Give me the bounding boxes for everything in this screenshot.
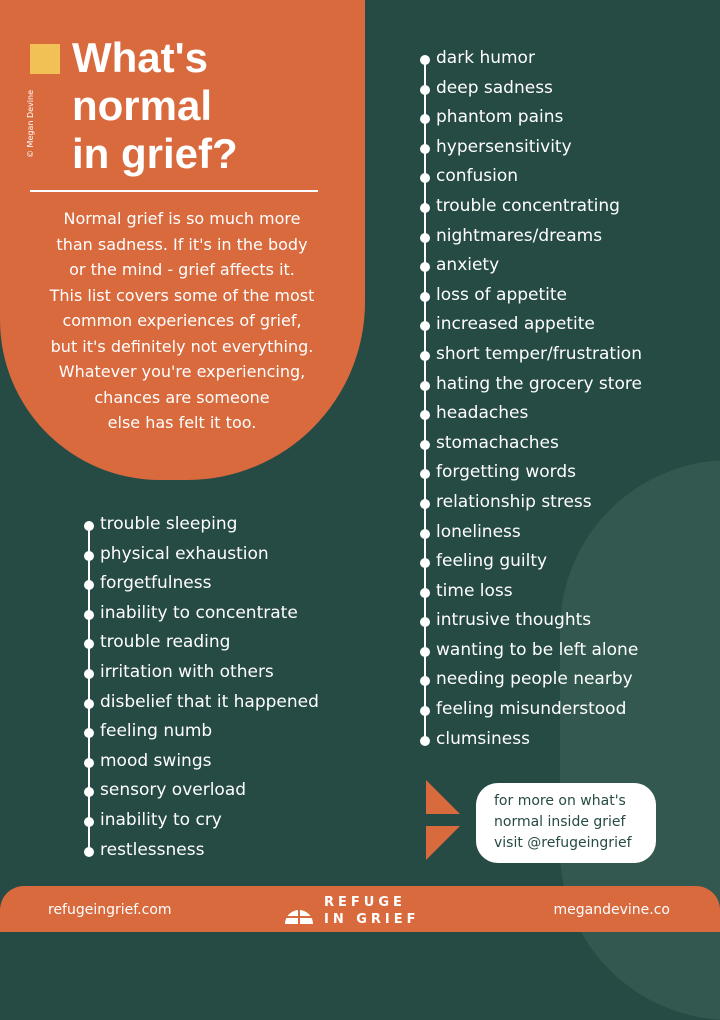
intro-line: than sadness. If it's in the body [56,234,308,254]
triangle-decoration [426,826,460,860]
footer-link-refugeingrief[interactable]: refugeingrief.com [48,902,172,918]
list-item: confusion [420,162,642,192]
triangle-decoration [426,780,460,814]
list-item: restlessness [84,836,319,866]
intro-line: else has felt it too. [107,413,257,432]
intro-line: Normal grief is so much more [63,209,301,228]
footer-bar [0,886,720,932]
title-line: in grief? [72,130,238,177]
list-item: feeling guilty [420,547,642,577]
list-item: stomachaches [420,429,642,459]
list-item: hating the grocery store [420,370,642,400]
list-item: needing people nearby [420,665,642,695]
title-divider [30,190,318,192]
callout-line[interactable]: visit @refugeingrief [494,835,632,851]
intro-line: This list covers some of the most [49,285,315,305]
list-item: inability to cry [84,806,319,836]
list-item: hypersensitivity [420,133,642,163]
list-item: relationship stress [420,488,642,518]
logo-wordmark [324,894,420,928]
refuge-in-grief-logo [284,894,420,928]
list-item: dark humor [420,44,642,74]
list-item: forgetfulness [84,569,319,599]
more-info-callout [476,783,656,863]
list-item: trouble reading [84,628,319,658]
intro-line: or the mind - grief affects it. [69,260,295,279]
list-item: clumsiness [420,725,642,755]
list-item: sensory overload [84,776,319,806]
list-item: short temper/frustration [420,340,642,370]
left-symptom-list [84,510,319,865]
list-item: inability to concentrate [84,599,319,629]
list-item: anxiety [420,251,642,281]
sunrise-logo-icon [284,897,314,925]
list-item: feeling numb [84,717,319,747]
list-item: increased appetite [420,310,642,340]
credit-text: © Megan Devine [26,90,35,158]
logo-line: IN GRIEF [324,912,420,927]
intro-paragraph [32,206,332,436]
callout-line: normal inside grief [494,814,626,830]
list-item: phantom pains [420,103,642,133]
intro-line: but it's definitely not everything. [50,336,314,356]
list-item: forgetting words [420,458,642,488]
title-line: normal [72,82,213,129]
list-item: headaches [420,399,642,429]
intro-line: chances are someone [94,387,270,407]
list-item: feeling misunderstood [420,695,642,725]
list-item: time loss [420,577,642,607]
list-item: disbelief that it happened [84,688,319,718]
list-item: trouble sleeping [84,510,319,540]
list-item: loneliness [420,518,642,548]
yellow-square-decoration [30,44,60,74]
intro-line: common experiences of grief, [62,311,302,330]
list-item: loss of appetite [420,281,642,311]
list-item: nightmares/dreams [420,222,642,252]
logo-line: REFUGE [324,895,406,910]
footer-link-megandevine[interactable]: megandevine.co [553,902,670,918]
list-item: trouble concentrating [420,192,642,222]
list-item: irritation with others [84,658,319,688]
callout-line: for more on what's [494,793,626,809]
intro-line: Whatever you're experiencing, [58,362,306,381]
list-item: mood swings [84,747,319,777]
page-title [72,34,238,178]
list-item: intrusive thoughts [420,606,642,636]
list-item: wanting to be left alone [420,636,642,666]
list-item: physical exhaustion [84,540,319,570]
list-item: deep sadness [420,74,642,104]
intro-panel [0,0,365,480]
right-symptom-list [420,44,642,754]
title-line: What's [72,34,208,81]
